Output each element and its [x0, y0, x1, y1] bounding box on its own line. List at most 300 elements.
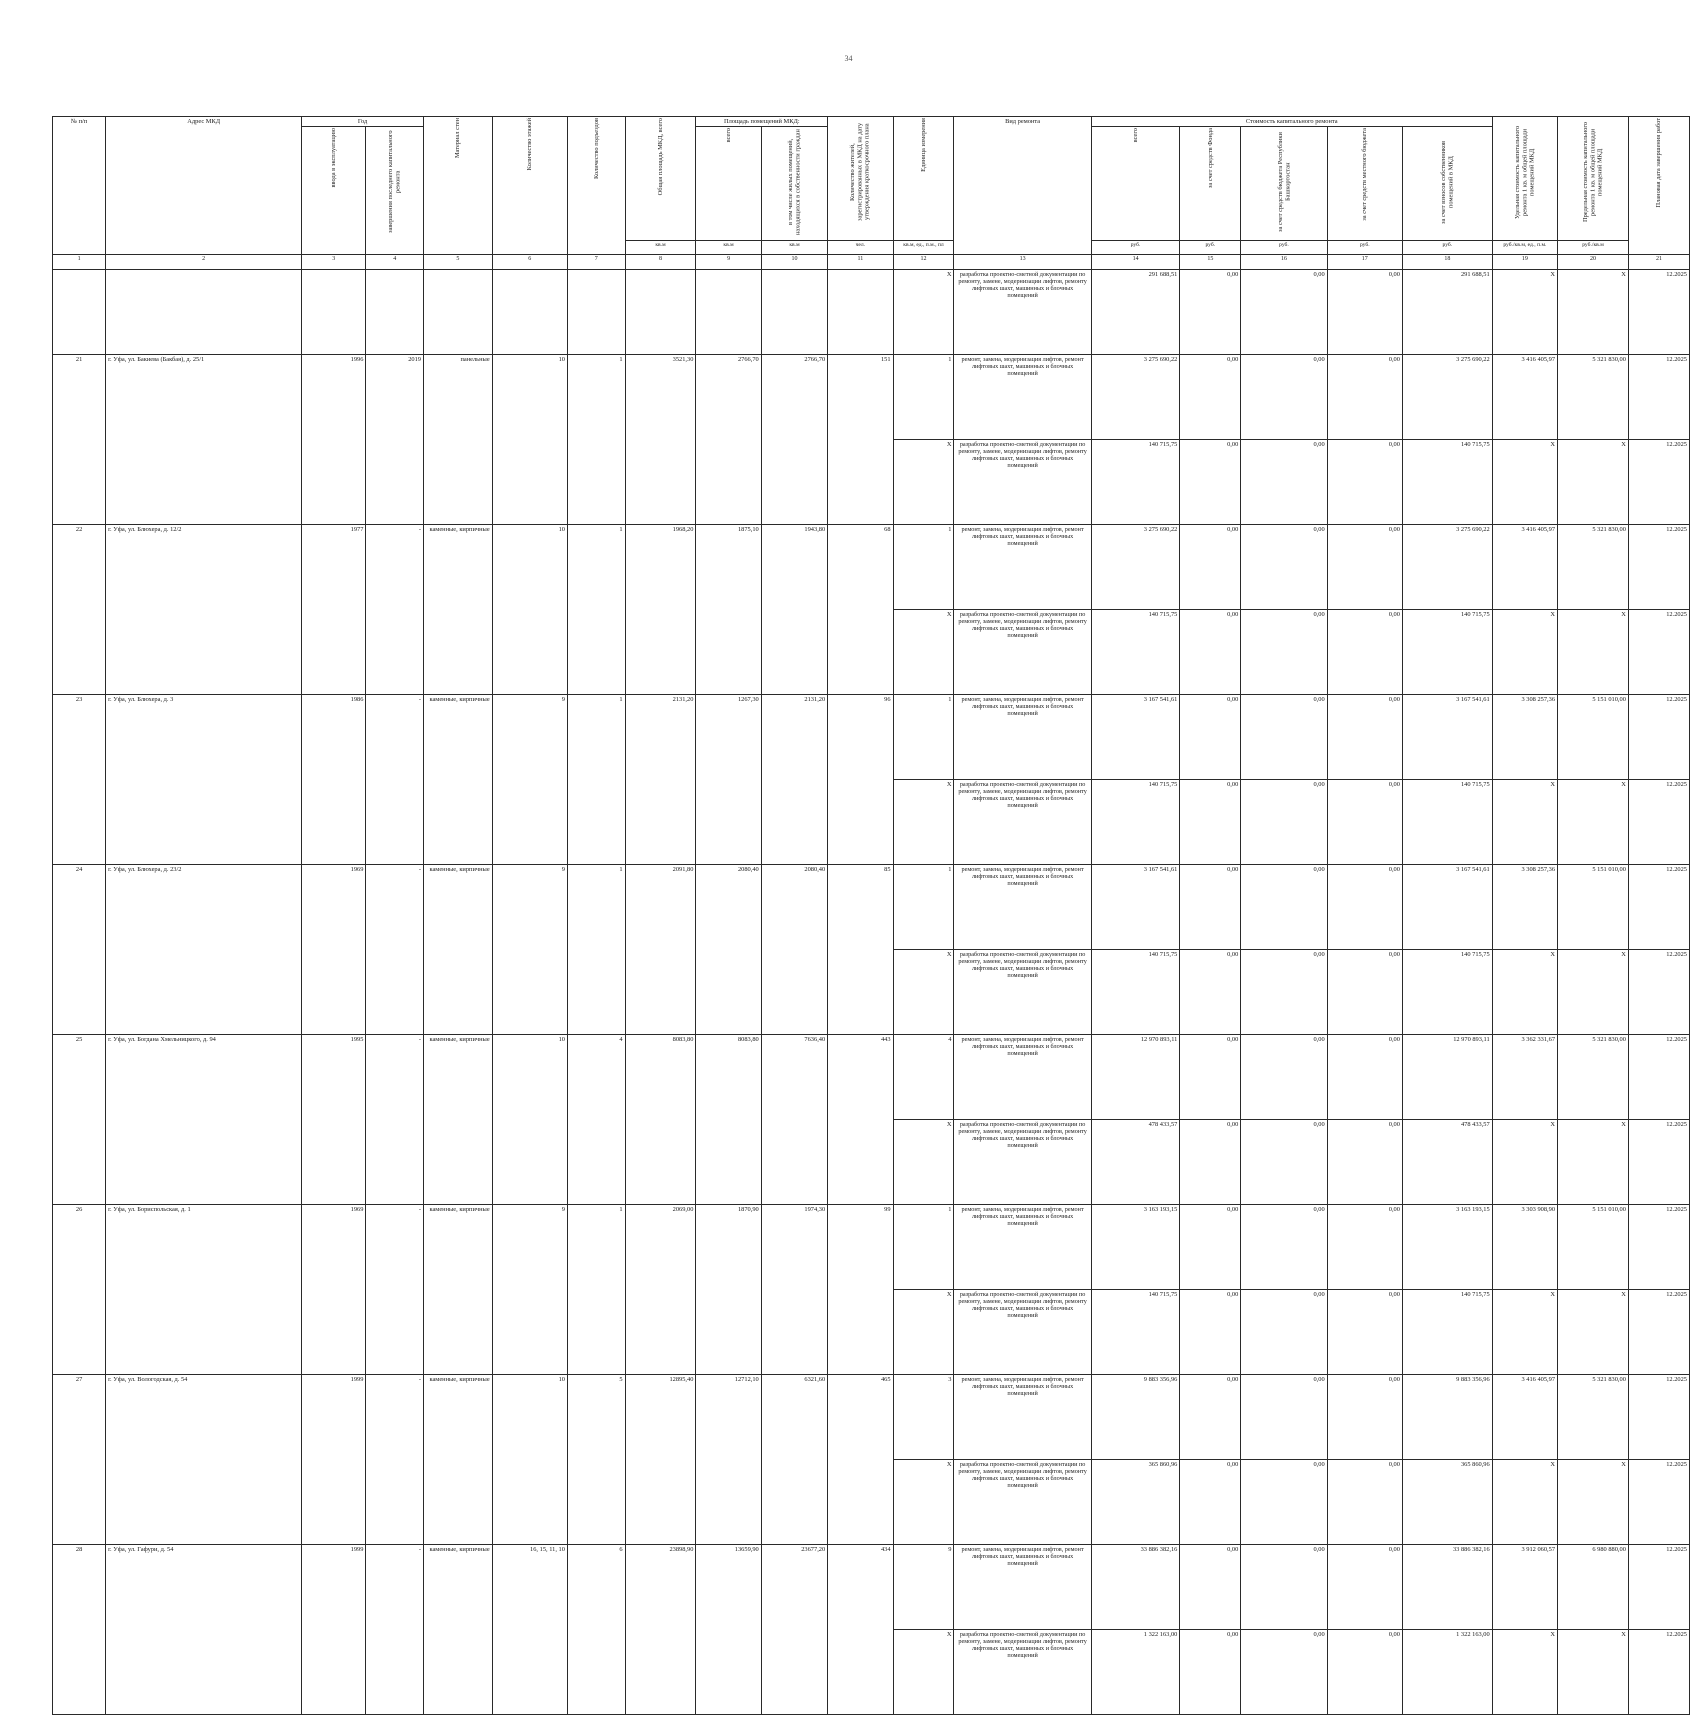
row-unit-cost: X	[1492, 1459, 1557, 1544]
row-cost-total: 365 860,96	[1091, 1459, 1180, 1544]
row-limit-cost: 5 151 010,00	[1558, 694, 1629, 779]
row-unit-cost: 3 308 257,36	[1492, 864, 1557, 949]
row-address: г. Уфа, ул. Блюхера, д. 3	[106, 694, 302, 864]
row-cost-local: 0,00	[1327, 1459, 1402, 1544]
row-unit-cost: X	[1492, 439, 1557, 524]
row-unit: X	[893, 1289, 954, 1374]
unit-area-all: кв.м	[696, 240, 761, 254]
row-unit: 4	[893, 1034, 954, 1119]
header-cost-fund: за счет средств Фонда	[1180, 127, 1241, 240]
column-number: 1	[53, 254, 106, 269]
repair-plan-table	[52, 116, 1690, 1715]
row-wall-material: каменные, кирпичные	[424, 694, 493, 864]
unit-cost-local: руб.	[1327, 240, 1402, 254]
row-repair-kind: ремонт, замена, модернизация лифтов, ремонт лифтовых шахт, машинных и блочных помещений	[954, 524, 1091, 609]
row-area-owned: 1974,30	[761, 1204, 827, 1374]
row-cost-total: 1 322 163,00	[1091, 1629, 1180, 1714]
row-cost-region: 0,00	[1241, 1204, 1327, 1289]
column-number: 11	[828, 254, 893, 269]
row-cost-local: 0,00	[1327, 609, 1402, 694]
row-area-owned: 1943,80	[761, 524, 827, 694]
unit-cost-total: руб.	[1091, 240, 1180, 254]
row-deadline: 12.2025	[1628, 524, 1689, 609]
row-cost-fund: 0,00	[1180, 864, 1241, 949]
row-residents: 151	[828, 354, 893, 524]
column-number: 2	[106, 254, 302, 269]
row-area-all: 12712,10	[696, 1374, 761, 1544]
row-unit: X	[893, 1459, 954, 1544]
row-cost-owners: 140 715,75	[1402, 949, 1492, 1034]
row-cost-local: 0,00	[1327, 694, 1402, 779]
row-residents: 465	[828, 1374, 893, 1544]
row-repair-kind: ремонт, замена, модернизация лифтов, ремонт лифтовых шахт, машинных и блочных помещений	[954, 1374, 1091, 1459]
row-unit-cost: 3 416 405,97	[1492, 524, 1557, 609]
row-unit-cost: X	[1492, 949, 1557, 1034]
row-cost-owners: 3 163 193,15	[1402, 1204, 1492, 1289]
row-repair-kind: разработка проектно-сметной документации по ремонту, замене, модернизации лифтов, ремонту лифтовых шахт, машинных и блочных помещений	[954, 1119, 1091, 1204]
row-unit: X	[893, 609, 954, 694]
row-deadline: 12.2025	[1628, 1374, 1689, 1459]
row-limit-cost: X	[1558, 269, 1629, 354]
row-total-area: 23898,90	[625, 1544, 696, 1714]
row-unit-cost: X	[1492, 1289, 1557, 1374]
header-cost-group: Стоимость капитального ремонта	[1091, 117, 1492, 127]
row-cost-total: 478 433,57	[1091, 1119, 1180, 1204]
row-no: 21	[53, 354, 106, 524]
row-area-owned: 2131,20	[761, 694, 827, 864]
row-floors: 10	[492, 1034, 567, 1204]
column-number: 6	[492, 254, 567, 269]
row-deadline: 12.2025	[1628, 1034, 1689, 1119]
row-unit-cost: 3 416 405,97	[1492, 1374, 1557, 1459]
row-cost-owners: 478 433,57	[1402, 1119, 1492, 1204]
row-entrances: 5	[567, 1374, 625, 1544]
row-deadline: 12.2025	[1628, 1629, 1689, 1714]
row-unit: 1	[893, 864, 954, 949]
row-deadline: 12.2025	[1628, 1119, 1689, 1204]
row-area-owned: 2080,40	[761, 864, 827, 1034]
row-repair-kind: разработка проектно-сметной документации по ремонту, замене, модернизации лифтов, ремонту лифтовых шахт, машинных и блочных помещений	[954, 439, 1091, 524]
row-cost-fund: 0,00	[1180, 1034, 1241, 1119]
row-cost-owners: 140 715,75	[1402, 779, 1492, 864]
row-year-built: 1986	[302, 694, 366, 864]
row-cost-region: 0,00	[1241, 354, 1327, 439]
row-no: 26	[53, 1204, 106, 1374]
row-floors: 16, 15, 11, 10	[492, 1544, 567, 1714]
row-cost-local: 0,00	[1327, 1374, 1402, 1459]
header-address: Адрес МКД	[106, 117, 302, 255]
row-residents: 99	[828, 1204, 893, 1374]
row-cost-fund: 0,00	[1180, 524, 1241, 609]
row-cost-fund: 0,00	[1180, 609, 1241, 694]
row-cost-total: 3 275 690,22	[1091, 354, 1180, 439]
row-address: г. Уфа, ул. Бакиева (Бакбая), д. 25/1	[106, 354, 302, 524]
row-no: 24	[53, 864, 106, 1034]
column-number: 5	[424, 254, 493, 269]
row-year-built: 1999	[302, 1544, 366, 1714]
row-deadline: 12.2025	[1628, 609, 1689, 694]
row-residents: 85	[828, 864, 893, 1034]
header-area-group: Площадь помещений МКД:	[696, 117, 828, 127]
row-deadline: 12.2025	[1628, 439, 1689, 524]
row-cost-total: 140 715,75	[1091, 1289, 1180, 1374]
row-cost-local: 0,00	[1327, 1544, 1402, 1629]
row-cost-total: 140 715,75	[1091, 609, 1180, 694]
header-cost-region: за счет средств бюджета Республики Башкортостан	[1241, 127, 1327, 240]
row-address: г. Уфа, ул. Блюхера, д. 12/2	[106, 524, 302, 694]
header-year-built: ввода в эксплуатацию	[302, 127, 366, 254]
row-wall-material: панельные	[424, 354, 493, 524]
row-no: 27	[53, 1374, 106, 1544]
row-cost-owners: 140 715,75	[1402, 609, 1492, 694]
row-cost-region: 0,00	[1241, 1459, 1327, 1544]
row-cost-fund: 0,00	[1180, 269, 1241, 354]
table-row	[53, 1204, 1690, 1289]
row-cost-local: 0,00	[1327, 864, 1402, 949]
column-number: 20	[1558, 254, 1629, 269]
header-area-all: всего	[696, 127, 761, 240]
row-floors: 9	[492, 864, 567, 1034]
row-unit: 1	[893, 1204, 954, 1289]
row-cost-total: 12 970 893,11	[1091, 1034, 1180, 1119]
page-number: 34	[844, 54, 853, 63]
row-unit: X	[893, 1629, 954, 1714]
row-cost-total: 291 688,51	[1091, 269, 1180, 354]
column-number: 16	[1241, 254, 1327, 269]
unit-cost-region: руб.	[1241, 240, 1327, 254]
row-year-built: 1999	[302, 1374, 366, 1544]
table-body	[53, 254, 1690, 1714]
row-limit-cost: X	[1558, 779, 1629, 864]
row-limit-cost: 5 151 010,00	[1558, 1204, 1629, 1289]
row-unit: X	[893, 269, 954, 354]
row-area-all: 8083,80	[696, 1034, 761, 1204]
row-floors: 10	[492, 524, 567, 694]
row-year-built: 1996	[302, 354, 366, 524]
row-deadline: 12.2025	[1628, 779, 1689, 864]
row-cost-local: 0,00	[1327, 1289, 1402, 1374]
row-no: 28	[53, 1544, 106, 1714]
row-unit: 1	[893, 354, 954, 439]
row-limit-cost: X	[1558, 1119, 1629, 1204]
row-unit: 1	[893, 694, 954, 779]
row-limit-cost: 5 321 830,00	[1558, 1034, 1629, 1119]
row-year-repair: -	[366, 864, 424, 1034]
row-cost-fund: 0,00	[1180, 779, 1241, 864]
row-repair-kind: ремонт, замена, модернизация лифтов, ремонт лифтовых шахт, машинных и блочных помещений	[954, 694, 1091, 779]
row-unit: X	[893, 949, 954, 1034]
row-year-built: 1977	[302, 524, 366, 694]
row-address: г. Уфа, ул. Вологодская, д. 54	[106, 1374, 302, 1544]
row-cost-region: 0,00	[1241, 609, 1327, 694]
row-residents: 68	[828, 524, 893, 694]
row-total-area: 2131,20	[625, 694, 696, 864]
row-cost-region: 0,00	[1241, 864, 1327, 949]
row-floors: 10	[492, 354, 567, 524]
row-cost-fund: 0,00	[1180, 1459, 1241, 1544]
row-total-area: 8083,80	[625, 1034, 696, 1204]
row-no: 23	[53, 694, 106, 864]
row-unit-cost: X	[1492, 1119, 1557, 1204]
row-limit-cost: 5 321 830,00	[1558, 524, 1629, 609]
table-row	[53, 354, 1690, 439]
row-year-repair: -	[366, 1034, 424, 1204]
row-repair-kind: ремонт, замена, модернизация лифтов, ремонт лифтовых шахт, машинных и блочных помещений	[954, 1204, 1091, 1289]
row-area-owned: 7636,40	[761, 1034, 827, 1204]
header-year-repair: завершения последнего капитального ремонта	[366, 127, 424, 254]
row-repair-kind: ремонт, замена, модернизация лифтов, ремонт лифтовых шахт, машинных и блочных помещений	[954, 354, 1091, 439]
row-unit-cost: 3 416 405,97	[1492, 354, 1557, 439]
row-year-built: 1995	[302, 1034, 366, 1204]
row-year-built: 1969	[302, 1204, 366, 1374]
row-area-all: 1875,10	[696, 524, 761, 694]
row-area-all: 2766,70	[696, 354, 761, 524]
row-cost-total: 3 167 541,61	[1091, 694, 1180, 779]
row-unit: 3	[893, 1374, 954, 1459]
header-year-group: Год	[302, 117, 424, 127]
row-cost-local: 0,00	[1327, 354, 1402, 439]
repair-plan-table-sheet	[52, 116, 1690, 1715]
row-cost-region: 0,00	[1241, 949, 1327, 1034]
row-cost-total: 9 883 356,96	[1091, 1374, 1180, 1459]
row-unit: X	[893, 1119, 954, 1204]
row-cost-local: 0,00	[1327, 779, 1402, 864]
header-cost-owners: за счет взносов собственников помещений в МКД	[1402, 127, 1492, 240]
row-cost-region: 0,00	[1241, 269, 1327, 354]
table-header	[53, 117, 1690, 255]
row-cost-fund: 0,00	[1180, 439, 1241, 524]
row-cost-fund: 0,00	[1180, 1544, 1241, 1629]
row-year-repair: -	[366, 1544, 424, 1714]
row-cost-region: 0,00	[1241, 1034, 1327, 1119]
row-repair-kind: ремонт, замена, модернизация лифтов, ремонт лифтовых шахт, машинных и блочных помещений	[954, 864, 1091, 949]
row-cost-local: 0,00	[1327, 949, 1402, 1034]
column-number: 9	[696, 254, 761, 269]
row-entrances: 1	[567, 694, 625, 864]
row-floors: 9	[492, 694, 567, 864]
row-cost-local: 0,00	[1327, 269, 1402, 354]
row-repair-kind: разработка проектно-сметной документации по ремонту, замене, модернизации лифтов, ремонту лифтовых шахт, машинных и блочных помещений	[954, 269, 1091, 354]
header-cost-total: всего	[1091, 127, 1180, 240]
row-deadline: 12.2025	[1628, 1544, 1689, 1629]
row-area-owned: 23677,20	[761, 1544, 827, 1714]
row-unit: 1	[893, 524, 954, 609]
row-cost-fund: 0,00	[1180, 694, 1241, 779]
row-unit-cost: X	[1492, 609, 1557, 694]
row-wall-material: каменные, кирпичные	[424, 1374, 493, 1544]
row-residents: 434	[828, 1544, 893, 1714]
table-row	[53, 864, 1690, 949]
header-no: № п/п	[53, 117, 106, 255]
row-unit-cost: 3 362 331,67	[1492, 1034, 1557, 1119]
row-wall-material: каменные, кирпичные	[424, 524, 493, 694]
header-repair-kind: Вид ремонта	[954, 117, 1091, 255]
row-repair-kind: ремонт, замена, модернизация лифтов, ремонт лифтовых шахт, машинных и блочных помещений	[954, 1544, 1091, 1629]
row-unit-cost: 3 308 257,36	[1492, 694, 1557, 779]
row-cost-owners: 9 883 356,96	[1402, 1374, 1492, 1459]
row-deadline: 12.2025	[1628, 354, 1689, 439]
unit-total-area: кв.м	[625, 240, 696, 254]
row-address: г. Уфа, ул. Гафури, д. 54	[106, 1544, 302, 1714]
row-cost-region: 0,00	[1241, 779, 1327, 864]
row-cost-region: 0,00	[1241, 439, 1327, 524]
row-deadline: 12.2025	[1628, 1204, 1689, 1289]
row-cost-local: 0,00	[1327, 1034, 1402, 1119]
row-year-repair: 2019	[366, 354, 424, 524]
header-wall-material: Материал стен	[424, 117, 493, 255]
column-number: 18	[1402, 254, 1492, 269]
column-number: 7	[567, 254, 625, 269]
table-row	[53, 1034, 1690, 1119]
row-year-repair: -	[366, 1374, 424, 1544]
row-cost-total: 33 886 382,16	[1091, 1544, 1180, 1629]
row-residents: 96	[828, 694, 893, 864]
header-limit-cost: Предельная стоимость капитального ремонта 1 кв. м общей площади помещений МКД	[1558, 117, 1629, 241]
row-cost-owners: 291 688,51	[1402, 269, 1492, 354]
row-address: г. Уфа, ул. Блюхера, д. 23/2	[106, 864, 302, 1034]
column-number: 15	[1180, 254, 1241, 269]
row-wall-material: каменные, кирпичные	[424, 1204, 493, 1374]
row-entrances: 1	[567, 524, 625, 694]
row-repair-kind: разработка проектно-сметной документации по ремонту, замене, модернизации лифтов, ремонту лифтовых шахт, машинных и блочных помещений	[954, 949, 1091, 1034]
row-repair-kind: разработка проектно-сметной документации по ремонту, замене, модернизации лифтов, ремонту лифтовых шахт, машинных и блочных помещений	[954, 1459, 1091, 1544]
row-entrances: 1	[567, 354, 625, 524]
row-cost-total: 3 167 541,61	[1091, 864, 1180, 949]
row-cost-owners: 3 275 690,22	[1402, 354, 1492, 439]
row-cost-region: 0,00	[1241, 1289, 1327, 1374]
column-number: 19	[1492, 254, 1557, 269]
row-limit-cost: X	[1558, 609, 1629, 694]
row-unit: X	[893, 439, 954, 524]
row-cost-owners: 140 715,75	[1402, 1289, 1492, 1374]
row-wall-material: каменные, кирпичные	[424, 1034, 493, 1204]
row-total-area: 12895,40	[625, 1374, 696, 1544]
column-number: 3	[302, 254, 366, 269]
column-number: 10	[761, 254, 827, 269]
header-residents: Количество жителей, зарегистрированных в МКД на дату утверждения краткосрочного плана	[828, 117, 893, 241]
row-cost-fund: 0,00	[1180, 1629, 1241, 1714]
header-entrances: Количество подъездов	[567, 117, 625, 255]
table-row	[53, 694, 1690, 779]
row-unit-cost: X	[1492, 1629, 1557, 1714]
row-year-repair: -	[366, 524, 424, 694]
row-cost-region: 0,00	[1241, 694, 1327, 779]
row-residents: 443	[828, 1034, 893, 1204]
header-area-owned: в том числе жилых помещений, находящихся в собственности граждан	[761, 127, 827, 240]
column-number: 17	[1327, 254, 1402, 269]
row-limit-cost: X	[1558, 949, 1629, 1034]
row-cost-total: 140 715,75	[1091, 439, 1180, 524]
table-row	[53, 1374, 1690, 1459]
row-cost-fund: 0,00	[1180, 1374, 1241, 1459]
row-unit-cost: X	[1492, 269, 1557, 354]
row-entrances: 4	[567, 1034, 625, 1204]
column-number-row	[53, 254, 1690, 269]
row-cost-region: 0,00	[1241, 1629, 1327, 1714]
row-year-built: 1969	[302, 864, 366, 1034]
table-row	[53, 524, 1690, 609]
row-wall-material: каменные, кирпичные	[424, 864, 493, 1034]
header-floors: Количество этажей	[492, 117, 567, 255]
row-area-all: 1267,30	[696, 694, 761, 864]
row-total-area: 3521,30	[625, 354, 696, 524]
column-number: 8	[625, 254, 696, 269]
row-floors: 9	[492, 1204, 567, 1374]
row-unit: 9	[893, 1544, 954, 1629]
row-limit-cost: 5 151 010,00	[1558, 864, 1629, 949]
row-deadline: 12.2025	[1628, 1459, 1689, 1544]
row-address: г. Уфа, ул. Богдана Хмельницкого, д. 94	[106, 1034, 302, 1204]
row-area-all: 1870,90	[696, 1204, 761, 1374]
row-limit-cost: X	[1558, 1459, 1629, 1544]
row-year-repair: -	[366, 1204, 424, 1374]
row-cost-owners: 3 167 541,61	[1402, 864, 1492, 949]
row-cost-owners: 1 322 163,00	[1402, 1629, 1492, 1714]
row-cost-region: 0,00	[1241, 1374, 1327, 1459]
row-cost-owners: 3 275 690,22	[1402, 524, 1492, 609]
row-deadline: 12.2025	[1628, 864, 1689, 949]
row-cost-owners: 12 970 893,11	[1402, 1034, 1492, 1119]
row-year-repair: -	[366, 694, 424, 864]
row-area-all: 13659,90	[696, 1544, 761, 1714]
row-total-area: 1968,20	[625, 524, 696, 694]
row-entrances: 6	[567, 1544, 625, 1714]
row-area-owned: 2766,70	[761, 354, 827, 524]
row-total-area: 2069,00	[625, 1204, 696, 1374]
row-unit-cost: 3 912 060,57	[1492, 1544, 1557, 1629]
unit-cost-fund: руб.	[1180, 240, 1241, 254]
row-wall-material: каменные, кирпичные	[424, 1544, 493, 1714]
row-unit-cost: X	[1492, 779, 1557, 864]
header-deadline: Плановая дата завершения работ	[1628, 117, 1689, 255]
row-unit: X	[893, 779, 954, 864]
row-cost-total: 3 275 690,22	[1091, 524, 1180, 609]
row-deadline: 12.2025	[1628, 1289, 1689, 1374]
row-cost-region: 0,00	[1241, 524, 1327, 609]
row-repair-kind: разработка проектно-сметной документации по ремонту, замене, модернизации лифтов, ремонту лифтовых шахт, машинных и блочных помещений	[954, 609, 1091, 694]
row-cost-owners: 365 860,96	[1402, 1459, 1492, 1544]
row-address: г. Уфа, ул. Бориспольская, д. 1	[106, 1204, 302, 1374]
row-cost-owners: 33 886 382,16	[1402, 1544, 1492, 1629]
row-cost-fund: 0,00	[1180, 1289, 1241, 1374]
unit-cost-owners: руб.	[1402, 240, 1492, 254]
row-deadline: 12.2025	[1628, 269, 1689, 354]
row-unit-cost: 3 303 908,90	[1492, 1204, 1557, 1289]
row-entrances: 1	[567, 864, 625, 1034]
row-area-owned: 6321,60	[761, 1374, 827, 1544]
row-cost-owners: 3 167 541,61	[1402, 694, 1492, 779]
table-row	[53, 1544, 1690, 1629]
row-cost-fund: 0,00	[1180, 949, 1241, 1034]
row-cost-region: 0,00	[1241, 1119, 1327, 1204]
row-limit-cost: 5 321 830,00	[1558, 354, 1629, 439]
header-unit: Единица измерения	[893, 117, 954, 241]
row-limit-cost: 6 980 880,00	[1558, 1544, 1629, 1629]
unit-residents: чел.	[828, 240, 893, 254]
unit-limit-cost: руб./кв.м	[1558, 240, 1629, 254]
row-floors: 10	[492, 1374, 567, 1544]
row-cost-local: 0,00	[1327, 524, 1402, 609]
header-cost-local: за счет средств местного бюджета	[1327, 127, 1402, 240]
row-limit-cost: X	[1558, 1289, 1629, 1374]
row-no: 22	[53, 524, 106, 694]
row-repair-kind: разработка проектно-сметной документации по ремонту, замене, модернизации лифтов, ремонту лифтовых шахт, машинных и блочных помещений	[954, 1629, 1091, 1714]
column-number: 13	[954, 254, 1091, 269]
unit-area-owned: кв.м	[761, 240, 827, 254]
unit-measure: кв.м, ед., п.м., пл	[893, 240, 954, 254]
unit-unit-cost: руб./кв.м, ед., п.м.	[1492, 240, 1557, 254]
row-limit-cost: X	[1558, 439, 1629, 524]
